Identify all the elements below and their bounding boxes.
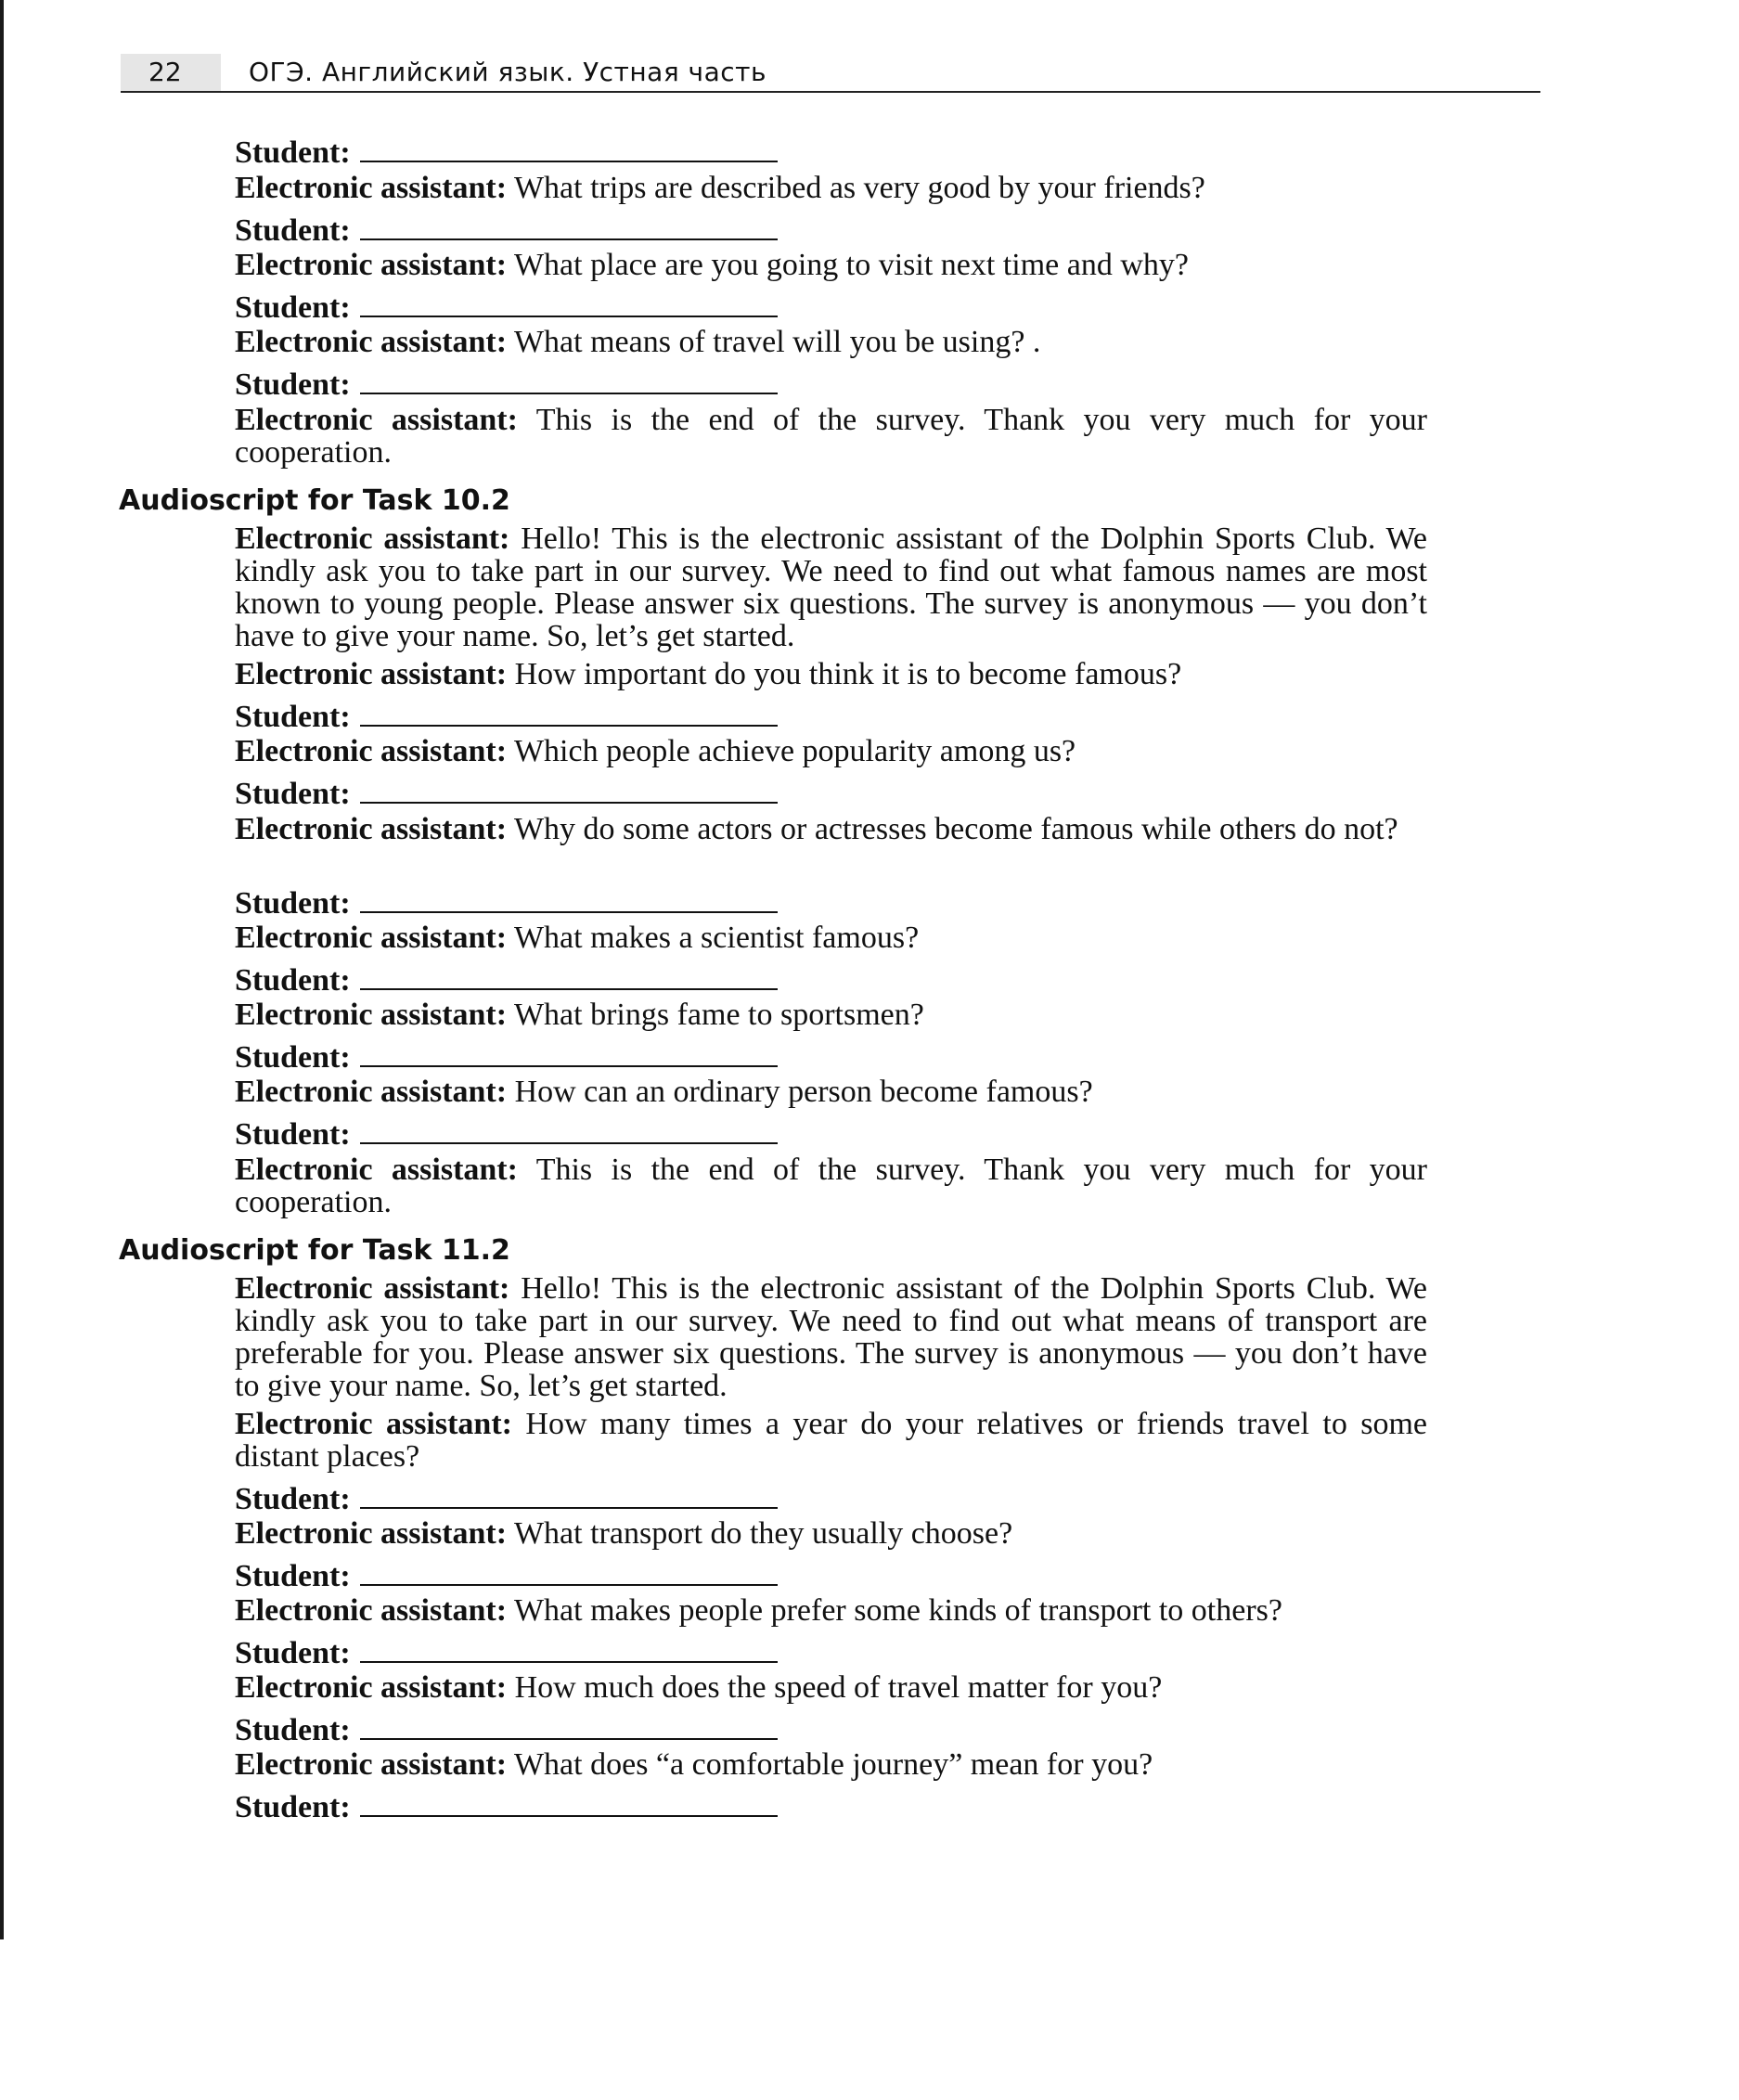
student-answer-line: Student:: [235, 1633, 778, 1670]
student-answer-line: Student:: [235, 288, 778, 325]
assistant-closing: Electronic assistant: This is the end of the survey. Thank you very much for your cooperation.: [235, 1153, 1427, 1219]
answer-blank: [360, 1556, 778, 1586]
assistant-question: Electronic assistant: How many times a year do your relatives or friends travel to some distant places?: [235, 1407, 1427, 1474]
answer-blank: [360, 365, 778, 394]
section-heading-task-10-2: Audioscript for Task 10.2: [119, 484, 510, 517]
student-answer-line: Student:: [235, 211, 778, 248]
answer-blank: [360, 1787, 778, 1817]
assistant-question: Electronic assistant: What place are you going to visit next time and why?: [235, 248, 1189, 282]
assistant-question: Electronic assistant: What trips are described as very good by your friends?: [235, 171, 1205, 205]
page-edge-shadow: [0, 0, 4, 1939]
page-number: 22: [121, 54, 221, 91]
student-answer-line: Student:: [235, 133, 778, 170]
answer-blank: [360, 1037, 778, 1067]
answer-blank: [360, 883, 778, 913]
answer-blank: [360, 133, 778, 162]
answer-blank: [360, 697, 778, 727]
running-title: ОГЭ. Английский язык. Устная часть: [249, 57, 766, 87]
student-answer-line: Student:: [235, 1787, 778, 1824]
student-answer-line: Student:: [235, 1037, 778, 1075]
answer-blank: [360, 1114, 778, 1144]
assistant-question: Electronic assistant: What makes people prefer some kinds of transport to others?: [235, 1593, 1282, 1628]
student-answer-line: Student:: [235, 1114, 778, 1152]
student-answer-line: Student:: [235, 1710, 778, 1747]
assistant-question: Electronic assistant: What transport do they usually choose?: [235, 1516, 1013, 1551]
section-heading-task-11-2: Audioscript for Task 11.2: [119, 1234, 510, 1267]
assistant-question: Electronic assistant: Why do some actors or actresses become famous while others do not?: [235, 812, 1398, 846]
assistant-question: Electronic assistant: What means of travel will you be using? .: [235, 325, 1041, 359]
answer-blank: [360, 1479, 778, 1509]
student-answer-line: Student:: [235, 365, 778, 402]
assistant-question: Electronic assistant: Which people achieve popularity among us?: [235, 734, 1076, 768]
page-header: [121, 54, 1540, 93]
student-answer-line: Student:: [235, 960, 778, 998]
assistant-question: Electronic assistant: How important do you think it is to become famous?: [235, 657, 1182, 691]
answer-blank: [360, 211, 778, 240]
student-answer-line: Student:: [235, 774, 778, 811]
assistant-question: Electronic assistant: How much does the speed of travel matter for you?: [235, 1670, 1163, 1705]
assistant-intro: Electronic assistant: Hello! This is the electronic assistant of the Dolphin Sports Club. We kindly ask you to take part in our survey. We need to find out what means of transport are preferable for you. Please answer six questions. The survey is anonymous — you don’t have to give your name. So, let’s get started.: [235, 1271, 1427, 1403]
answer-blank: [360, 960, 778, 990]
assistant-question: Electronic assistant: How can an ordinary person become famous?: [235, 1075, 1093, 1109]
assistant-question: Electronic assistant: What makes a scientist famous?: [235, 921, 920, 955]
student-answer-line: Student:: [235, 1556, 778, 1593]
answer-blank: [360, 1710, 778, 1740]
answer-blank: [360, 1633, 778, 1663]
answer-blank: [360, 774, 778, 804]
student-answer-line: Student:: [235, 883, 778, 921]
answer-blank: [360, 288, 778, 317]
student-answer-line: Student:: [235, 1479, 778, 1516]
assistant-question: Electronic assistant: What does “a comfortable journey” mean for you?: [235, 1747, 1153, 1782]
assistant-intro: Electronic assistant: Hello! This is the electronic assistant of the Dolphin Sports Club. We kindly ask you to take part in our survey. We need to find out what famous names are most known to young people. Please answer six questions. The survey is anonymous — you don’t have to give your name. So, let’s get started.: [235, 522, 1427, 653]
student-answer-line: Student:: [235, 697, 778, 734]
assistant-closing: Electronic assistant: This is the end of the survey. Thank you very much for your cooperation.: [235, 403, 1427, 470]
assistant-question: Electronic assistant: What brings fame to sportsmen?: [235, 998, 924, 1032]
